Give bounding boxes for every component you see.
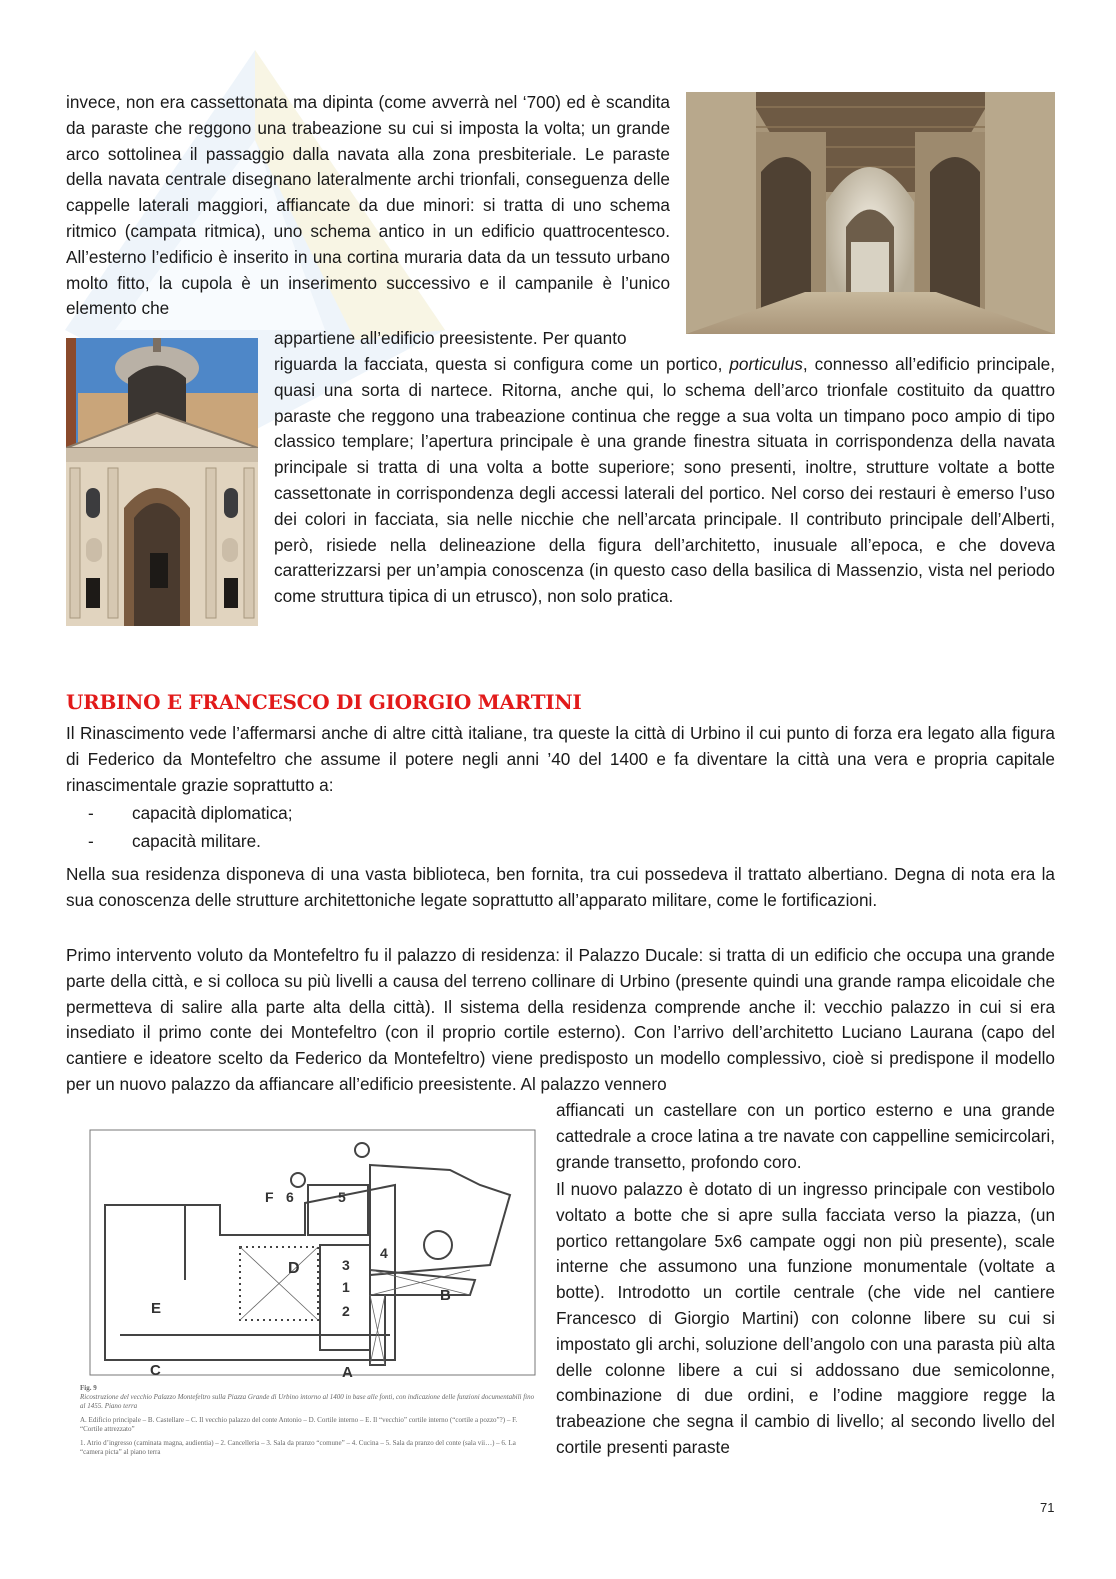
paragraph-appartiene xyxy=(274,326,674,352)
list-item-text: capacità diplomatica; xyxy=(132,803,293,823)
list-bullet: - xyxy=(88,803,94,823)
plan-label-4: 4 xyxy=(380,1245,388,1261)
list-bullet: - xyxy=(88,831,94,851)
list-item-text: capacità militare. xyxy=(132,831,261,851)
paragraph-facciata xyxy=(274,352,1055,610)
plan-label-D: D xyxy=(288,1260,300,1277)
paragraph-castellare xyxy=(556,1098,1055,1175)
paragraph-palazzo-ducale xyxy=(66,943,1055,1098)
floor-plan-caption xyxy=(80,1384,535,1462)
paragraph-residence xyxy=(66,862,1055,914)
italic-term: porticulus xyxy=(729,354,803,374)
paragraph-text: invece, non era cassettonata ma dipinta (come avverrà nel ‘700) ed è scandita da paraste che reggono una trabeazione su cui si imposta la volta; un grande arco sottolinea il passaggio dalla navata alla zona presbiteriale. Le paraste della navata centrale disegnano lateralmente archi trionfali, conseguenza delle cappelle laterali maggiori, affiancate da due minori: si tratta di uno schema ritmico (campata ritmica), uno schema antico in un edificio quattrocentesco. All’esterno l’edificio è inserito in una cortina muraria data da un tessuto urbano molto fitto, la cupola è un inserimento successivo e il campanile è l’unico elemento che xyxy=(66,92,670,319)
caption-legend-numbers: 1. Atrio d’ingresso (caminata magna, audientia) – 2. Cancelleria – 3. Sala da pranzo “comune” – 4. Cucina – 5. Sala da pranzo del conte (sala vii…) – 6. La “camera picta” al piano terra xyxy=(80,1439,516,1456)
caption-title: Ricostruzione del vecchio Palazzo Montefeltro sulla Piazza Grande di Urbino intorno al 1400 in base alle fonti, con indicazione delle funzioni documentabili fino al 1455. Piano terra xyxy=(80,1393,535,1410)
plan-label-1: 1 xyxy=(342,1279,350,1295)
paragraph-alberti-interior xyxy=(66,90,670,322)
section-heading: URBINO E FRANCESCO DI GIORGIO MARTINI xyxy=(66,690,582,714)
capacities-list xyxy=(66,799,293,855)
plan-label-2: 2 xyxy=(342,1303,350,1319)
interior-photo xyxy=(686,92,1055,334)
plan-label-6: 6 xyxy=(286,1189,294,1205)
caption-legend-letters: A. Edificio principale – B. Castellare – C. Il vecchio palazzo del conte Antonio – D. Cortile interno – E. Il “vecchio” cortile interno (“cortile a pozzo”?) – F. “Cortile attrezzato” xyxy=(80,1416,518,1433)
paragraph-text: appartiene all’edificio preesistente. Per quanto xyxy=(274,328,627,348)
basilica-interior-image xyxy=(686,92,1055,334)
paragraph-text: Il nuovo palazzo è dotato di un ingresso principale con vestibolo voltato a botte che si apre sulla facciata verso la piazza, (un portico rettangolare 5x6 campate oggi non più presente), scale interne che assumono una funzione monumentale (voltate a botte). Introdotto un cortile centrale (che vide nel cantiere Francesco di Giorgio Martini) con colonne libere su cui si impostato gli archi, soluzione dell’angolo con una parasta più alta delle colonne libere a cui si addossano due semicolonne, combinazione di due ordini, e l’odine maggiore regge la trabeazione che segna il cambio di livello; al secondo livello del cortile presenti paraste xyxy=(556,1179,1055,1457)
palazzo-floor-plan xyxy=(70,1105,540,1385)
paragraph-urbino-intro xyxy=(66,721,1055,798)
text-span: , connesso all’edificio principale, quasi una sorta di nartece. Ritorna, anche qui, lo schema dell’arco trionfale costituito da quattro paraste che reggono una trabeazione continua che regge a sua volta un timpano poco ampio di tipo classico templare; l’apertura principale è una grande finestra situata in corrispondenza della navata principale si tratta di una volta a botte superiore; sono presenti, inoltre, strutture voltate a botte cassettonate in corrispondenza degli accessi laterali del portico. Nel corso dei restauri è emerso l’uso dei colori in facciata, sia nelle nicchie che nell’arcata principale. Il contributo principale dell’Alberti, però, risiede nella delineazione della figura dell’architetto, inusuale all’epoca, e che doveva caratterizzarsi per un’ampia conoscenza (in questo caso della basilica di Massenzio, vista nel periodo come struttura tipica di un etrusco), non solo pratica. xyxy=(274,354,1055,607)
facade-photo xyxy=(66,338,258,626)
paragraph-text: Primo intervento voluto da Montefeltro fu il palazzo di residenza: il Palazzo Ducale: si tratta di un edificio che occupa una grande parte della città, e si colloca su più livelli a causa del terreno collinare di Urbino (presente quindi una grande rampa elicoidale che permetteva di salire alla parte alta della città). Il sistema della residenza comprende anche il: vecchio palazzo in cui si era insediato il primo conte dei Montefeltro (con il proprio cortile esterno). Con l’arrivo dell’architetto Luciano Laurana (capo del cantiere e ideatore scelto da Federico da Montefeltro) viene predisposto un modello complessivo, cioè si predispone il modello per un nuovo palazzo da affiancare all’edificio preesistente. Al palazzo vennero xyxy=(66,945,1055,1094)
paragraph-text: affiancati un castellare con un portico esterno e una grande cattedrale a croce latina a tre navate con cappelline semicircolari, grande transetto, profondo coro. xyxy=(556,1100,1055,1172)
list-item xyxy=(66,827,293,855)
plan-label-F: F xyxy=(265,1189,274,1205)
plan-label-5: 5 xyxy=(338,1189,346,1205)
page-number: 71 xyxy=(1040,1500,1055,1515)
paragraph-text xyxy=(274,352,1055,610)
plan-label-E: E xyxy=(151,1300,162,1317)
plan-label-C: C xyxy=(150,1362,161,1379)
paragraph-nuovo-palazzo xyxy=(556,1177,1055,1461)
caption-fig-number: Fig. 9 xyxy=(80,1384,97,1392)
basilica-facade-image xyxy=(66,338,258,626)
list-item xyxy=(66,799,293,827)
plan-label-3: 3 xyxy=(342,1257,350,1273)
plan-label-B: B xyxy=(440,1287,451,1304)
paragraph-text: Nella sua residenza disponeva di una vasta biblioteca, ben fornita, tra cui possedeva il trattato albertiano. Degna di nota era la sua conoscenza delle strutture architettoniche legate soprattutto all’apparato militare, come le fortificazioni. xyxy=(66,864,1055,910)
text-span: riguarda la facciata, questa si configura come un portico, xyxy=(274,354,730,374)
plan-label-A: A xyxy=(342,1364,353,1381)
paragraph-text: Il Rinascimento vede l’affermarsi anche di altre città italiane, tra queste la città di Urbino il cui punto di forza era legato alla figura di Federico da Montefeltro che assume il potere negli anni ’40 del 1400 e fa diventare la città una vera e propria capitale rinascimentale grazie soprattutto a: xyxy=(66,723,1055,795)
